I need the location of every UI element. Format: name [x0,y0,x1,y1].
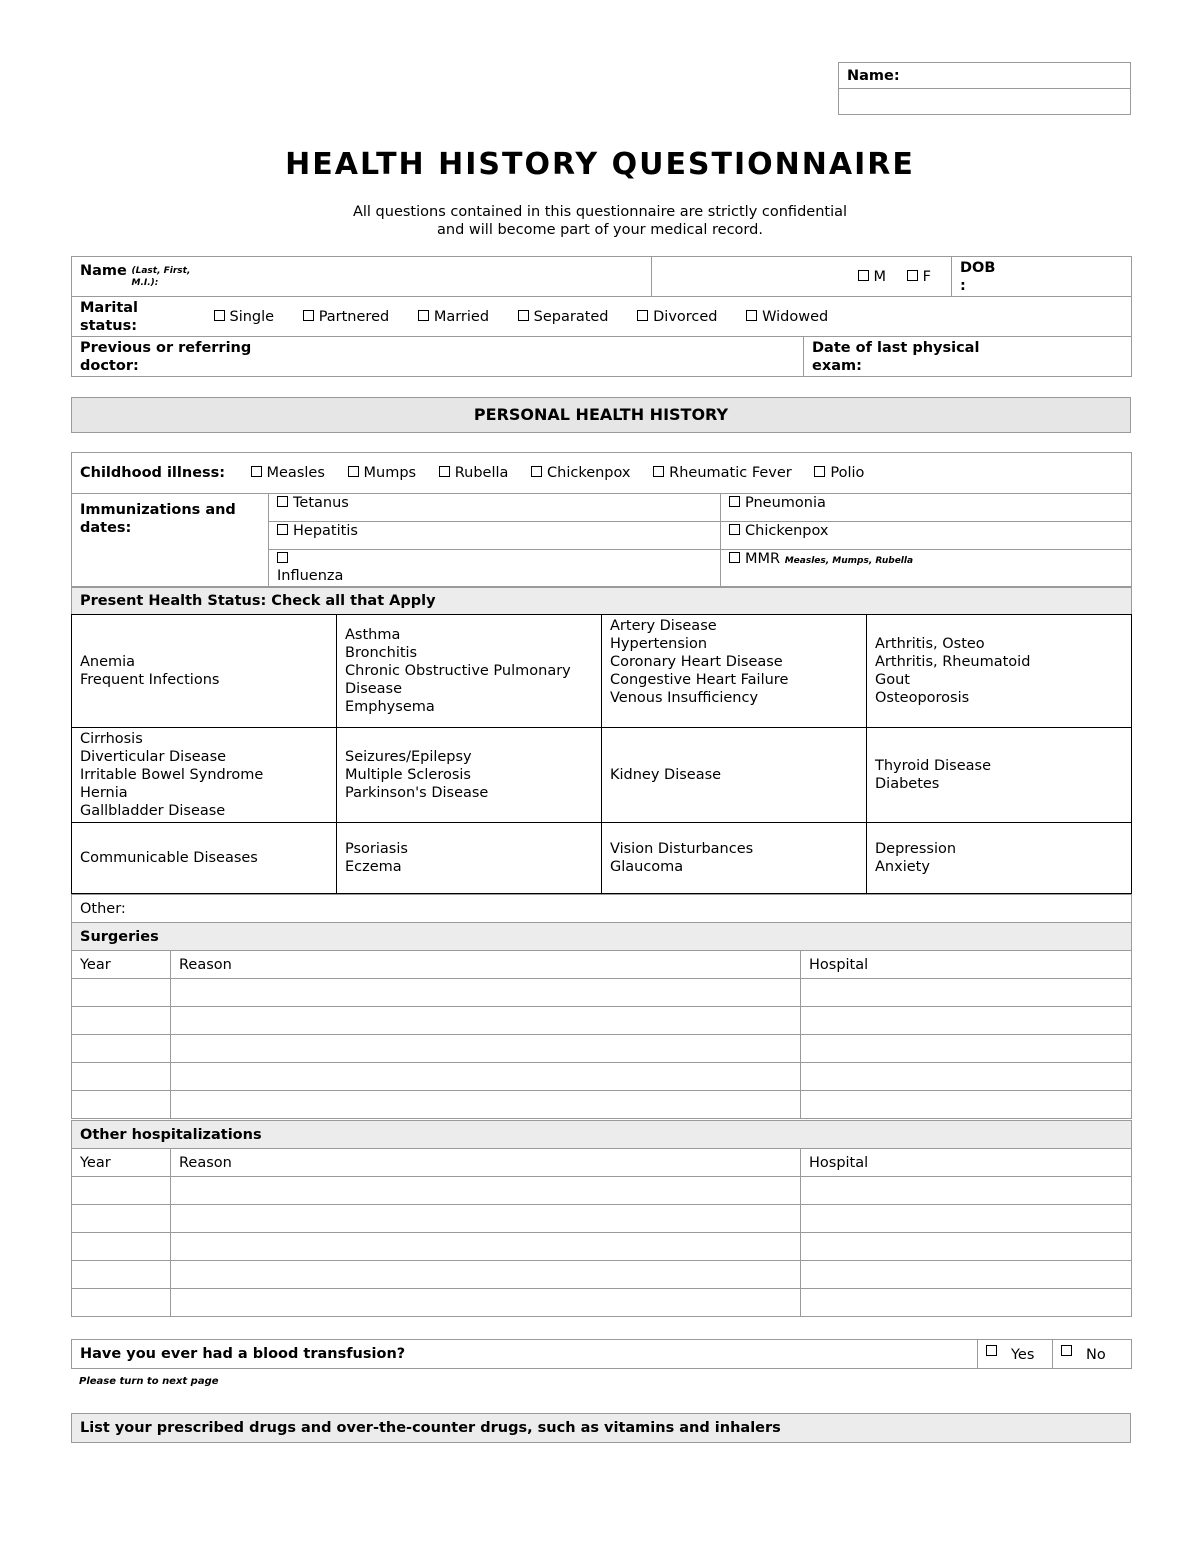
table-row [72,1091,1132,1119]
childhood-option-measles[interactable]: Measles [251,465,325,481]
condition-label: Cirrhosis [80,731,143,747]
checkbox-icon [729,496,740,507]
condition-label: Glaucoma [610,859,684,875]
condition-cell[interactable] [337,728,602,823]
marital-option-single[interactable]: Single [214,309,275,325]
reason-cell[interactable] [171,1063,801,1091]
condition-label: Psoriasis [345,841,408,857]
checkbox-icon [439,466,450,477]
hospital-cell[interactable] [801,1205,1132,1233]
subtitle-line-2: and will become part of your medical record. [437,222,763,238]
last-exam-label: Date of last physical exam: [812,339,980,374]
checkbox-icon [986,1345,997,1356]
childhood-options [266,453,1132,494]
table-row [72,1261,1132,1289]
condition-cell[interactable] [72,823,337,894]
personal-health-history-header: PERSONAL HEALTH HISTORY [71,397,1131,433]
condition-label: Venous Insufficiency [610,690,759,706]
condition-label: Osteoporosis [875,690,970,706]
dob-colon: : [960,278,966,294]
year-cell[interactable] [72,1091,171,1119]
hospital-cell[interactable] [801,1035,1132,1063]
immunization-mmr[interactable]: MMR Measles, Mumps, Rubella [721,550,1132,587]
checkbox-icon [303,310,314,321]
year-cell[interactable] [72,1289,171,1317]
table-row [72,979,1132,1007]
hospital-cell[interactable] [801,1091,1132,1119]
surgeries-table [71,894,1132,1119]
previous-doctor-field[interactable] [72,337,804,377]
condition-cell[interactable] [72,728,337,823]
condition-label: Emphysema [345,699,435,715]
transfusion-question: Have you ever had a blood transfusion? [72,1340,978,1369]
year-cell[interactable] [72,1205,171,1233]
checkbox-icon [907,270,918,281]
column-header-year: Year [72,951,171,979]
marital-option-married[interactable]: Married [418,309,489,325]
column-header-reason: Reason [171,951,801,979]
condition-cell[interactable] [602,728,867,823]
immunization-influenza[interactable]: Influenza [269,550,721,587]
marital-label: Marital status: [72,297,206,337]
hospitalizations-header: Other hospitalizations [72,1121,1132,1149]
immunization-hepatitis[interactable]: Hepatitis [269,522,721,550]
hospital-cell[interactable] [801,979,1132,1007]
condition-label: Congestive Heart Failure [610,672,789,688]
page-title: HEALTH HISTORY QUESTIONNAIRE [285,147,915,182]
condition-label: Anemia [80,654,136,670]
table-row [72,1007,1132,1035]
immunizations-label: Immunizations and dates: [72,494,269,587]
immunization-chickenpox[interactable]: Chickenpox [721,522,1132,550]
checkbox-icon [518,310,529,321]
year-cell[interactable] [72,1035,171,1063]
table-row [72,1063,1132,1091]
mmr-note: Measles, Mumps, Rubella [784,556,914,566]
marital-option-separated[interactable]: Separated [518,309,609,325]
reason-cell[interactable] [171,1205,801,1233]
patient-info-table [71,256,1132,377]
present-status-table [71,587,1132,615]
name-label: Name [80,263,127,279]
hospital-cell[interactable] [801,1063,1132,1091]
condition-label: Frequent Infections [80,672,220,688]
conditions-grid [71,614,1132,894]
subtitle-line-1: All questions contained in this questionnaire are strictly confidential [352,204,848,220]
condition-label: Eczema [345,859,402,875]
year-cell[interactable] [72,1233,171,1261]
transfusion-yes[interactable]: Yes [978,1340,1053,1369]
table-row [72,1177,1132,1205]
condition-label: Parkinson's Disease [345,785,489,801]
previous-doctor-label: Previous or referring doctor: [80,339,252,374]
condition-label: Anxiety [875,859,930,875]
condition-cell[interactable] [337,823,602,894]
sex-option-m[interactable]: M [858,269,887,285]
year-cell[interactable] [72,1007,171,1035]
transfusion-no[interactable]: No [1053,1340,1132,1369]
condition-label: Depression [875,841,957,857]
sex-option-f[interactable]: F [907,269,931,285]
drugs-header-text: List your prescribed drugs and over-the-counter drugs, such as vitamins and inhalers [80,1420,781,1436]
marital-option-widowed[interactable]: Widowed [746,309,828,325]
checkbox-icon [1061,1345,1072,1356]
childhood-label: Childhood illness: [72,453,269,494]
condition-label: Vision Disturbances [610,841,754,857]
condition-label: Disease [345,681,403,697]
hospitalizations-table [71,1120,1132,1317]
reason-cell[interactable] [171,1007,801,1035]
condition-label: Irritable Bowel Syndrome [80,767,264,783]
reason-cell[interactable] [171,979,801,1007]
marital-options [206,297,1132,337]
childhood-option-rheumatic-fever[interactable]: Rheumatic Fever [653,465,792,481]
condition-label: Hypertension [610,636,708,652]
condition-label: Coronary Heart Disease [610,654,783,670]
hospital-cell[interactable] [801,1177,1132,1205]
reason-cell[interactable] [171,1233,801,1261]
patient-name-field[interactable] [72,257,652,297]
table-row [72,1035,1132,1063]
checkbox-icon [814,466,825,477]
checkbox-icon [729,524,740,535]
surgeries-header: Surgeries [72,923,1132,951]
checkbox-icon [277,524,288,535]
dob-label: DOB [960,260,996,276]
condition-label: Asthma [345,627,401,643]
condition-label: Thyroid Disease [875,758,992,774]
hospital-cell[interactable] [801,1007,1132,1035]
name-box-label: Name: [839,63,1131,89]
condition-cell[interactable] [72,615,337,728]
other-conditions-field[interactable]: Other: [72,895,1132,923]
checkbox-icon [637,310,648,321]
condition-label: Communicable Diseases [80,850,258,866]
immunization-tetanus[interactable]: Tetanus [269,494,721,522]
transfusion-table [71,1339,1132,1369]
condition-cell[interactable] [867,728,1132,823]
present-status-header: Present Health Status: Check all that Apply [72,588,1132,615]
condition-label: Multiple Sclerosis [345,767,471,783]
condition-label: Kidney Disease [610,767,722,783]
marital-option-divorced[interactable]: Divorced [637,309,717,325]
condition-cell[interactable] [602,615,867,728]
subtitle [0,203,1200,239]
personal-history-table [71,452,1132,587]
condition-label: Artery Disease [610,618,717,634]
drugs-header [71,1413,1131,1443]
column-header-year: Year [72,1149,171,1177]
hospital-cell[interactable] [801,1289,1132,1317]
year-cell[interactable] [72,1177,171,1205]
checkbox-icon [746,310,757,321]
hospital-cell[interactable] [801,1261,1132,1289]
childhood-option-polio[interactable]: Polio [814,465,864,481]
condition-cell[interactable] [867,615,1132,728]
condition-label: Gout [875,672,910,688]
checkbox-icon [418,310,429,321]
reason-cell[interactable] [171,1035,801,1063]
checkbox-icon [251,466,262,477]
column-header-reason: Reason [171,1149,801,1177]
dob-field[interactable] [952,257,1132,297]
turn-page-note: Please turn to next page [79,1376,219,1387]
year-cell[interactable] [72,1063,171,1091]
reason-cell[interactable] [171,1091,801,1119]
checkbox-icon [729,552,740,563]
reason-cell[interactable] [171,1177,801,1205]
childhood-option-mumps[interactable]: Mumps [348,465,417,481]
childhood-option-chickenpox[interactable]: Chickenpox [531,465,631,481]
checkbox-icon [348,466,359,477]
checkbox-icon [531,466,542,477]
name-box-field[interactable] [839,89,1131,115]
condition-label: Hernia [80,785,128,801]
column-header-hospital: Hospital [801,951,1132,979]
name-hint: (Last, First, M.I.): [131,266,191,288]
childhood-option-rubella[interactable]: Rubella [439,465,509,481]
condition-cell[interactable] [602,823,867,894]
condition-label: Seizures/Epilepsy [345,749,472,765]
name-box [838,62,1131,115]
year-cell[interactable] [72,979,171,1007]
sex-options [652,257,952,297]
year-cell[interactable] [72,1261,171,1289]
condition-label: Arthritis, Osteo [875,636,985,652]
checkbox-icon [858,270,869,281]
checkbox-icon [653,466,664,477]
condition-label: Diabetes [875,776,940,792]
reason-cell[interactable] [171,1289,801,1317]
hospital-cell[interactable] [801,1233,1132,1261]
checkbox-icon [214,310,225,321]
last-exam-field[interactable] [804,337,1132,377]
table-row [72,1233,1132,1261]
condition-label: Bronchitis [345,645,418,661]
marital-option-partnered[interactable]: Partnered [303,309,390,325]
condition-label: Diverticular Disease [80,749,227,765]
table-row [72,1205,1132,1233]
condition-label: Gallbladder Disease [80,803,226,819]
table-row [72,1289,1132,1317]
reason-cell[interactable] [171,1261,801,1289]
condition-cell[interactable] [337,615,602,728]
condition-label: Arthritis, Rheumatoid [875,654,1031,670]
immunization-pneumonia[interactable]: Pneumonia [721,494,1132,522]
column-header-hospital: Hospital [801,1149,1132,1177]
condition-label: Chronic Obstructive Pulmonary [345,663,571,679]
checkbox-icon [277,552,288,563]
condition-cell[interactable] [867,823,1132,894]
checkbox-icon [277,496,288,507]
